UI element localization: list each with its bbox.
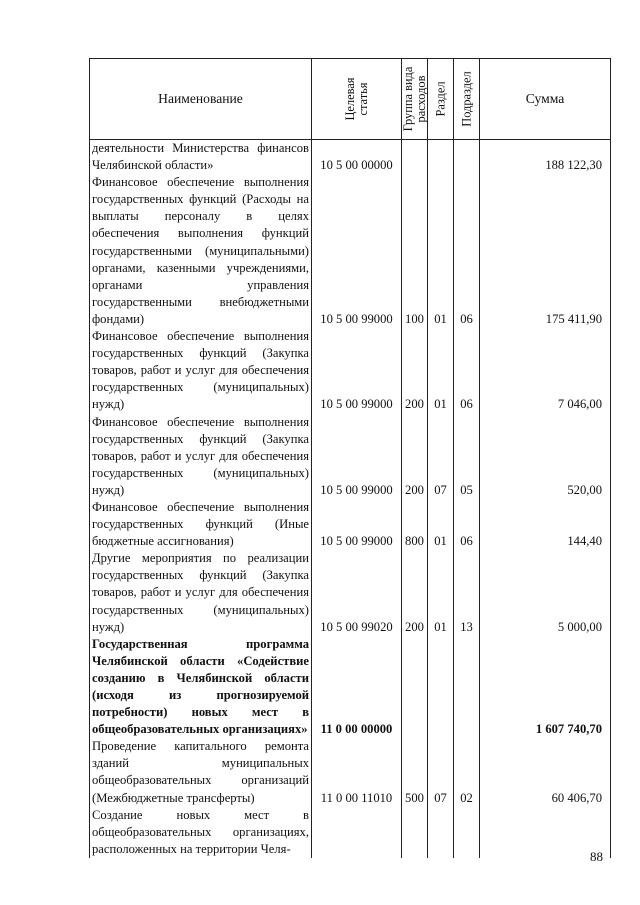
table-header-row <box>90 59 611 140</box>
row-section: 01 <box>428 174 454 328</box>
row-section <box>428 807 454 858</box>
row-section: 01 <box>428 499 454 550</box>
row-amount: 175 411,90 <box>480 174 611 328</box>
row-subsection: 06 <box>454 499 480 550</box>
row-subsection: 13 <box>454 550 480 635</box>
row-amount: 60 406,70 <box>480 738 611 806</box>
row-expense-group: 200 <box>402 550 428 635</box>
row-expense-group: 200 <box>402 328 428 413</box>
row-expense-group: 500 <box>402 738 428 806</box>
row-amount: 1 607 740,70 <box>480 636 611 739</box>
row-expense-group <box>402 636 428 739</box>
row-subsection: 06 <box>454 328 480 413</box>
row-name: Финансовое обеспечение выполнения государственных функций (Иные бюджетные ассигнования) <box>90 499 312 550</box>
row-name: деятельности Министерства финансов Челябинской области» <box>90 140 312 175</box>
row-section <box>428 636 454 739</box>
row-subsection: 02 <box>454 738 480 806</box>
row-expense-group <box>402 140 428 175</box>
table-row <box>90 140 611 175</box>
header-section: Раздел <box>428 59 454 140</box>
row-amount: 188 122,30 <box>480 140 611 175</box>
table-row <box>90 414 611 499</box>
header-target-article: Целевая статья <box>312 59 402 140</box>
row-target-article: 10 5 00 00000 <box>312 140 402 175</box>
row-section <box>428 140 454 175</box>
header-name: Наименование <box>90 59 312 140</box>
table-row <box>90 807 611 858</box>
row-section: 07 <box>428 414 454 499</box>
row-subsection <box>454 636 480 739</box>
row-section: 01 <box>428 328 454 413</box>
row-target-article: 10 5 00 99000 <box>312 328 402 413</box>
row-target-article <box>312 807 402 858</box>
row-subsection <box>454 140 480 175</box>
table-row <box>90 328 611 413</box>
table-row <box>90 174 611 328</box>
row-expense-group <box>402 807 428 858</box>
budget-table <box>89 58 611 858</box>
row-expense-group: 800 <box>402 499 428 550</box>
row-name: Создание новых мест в общеобразовательных организациях, расположенных на территории Челя- <box>90 807 312 858</box>
row-target-article: 10 5 00 99000 <box>312 414 402 499</box>
row-name: Государственная программа Челябинской области «Содействие созданию в Челябинской области (исходя из прогнозируемой потребности) новых мест в общеобразовательных организациях» <box>90 636 312 739</box>
row-target-article: 11 0 00 00000 <box>312 636 402 739</box>
row-expense-group: 200 <box>402 414 428 499</box>
row-section: 01 <box>428 550 454 635</box>
header-subsection: Подраздел <box>454 59 480 140</box>
table-row <box>90 738 611 806</box>
row-target-article: 11 0 00 11010 <box>312 738 402 806</box>
row-subsection: 06 <box>454 174 480 328</box>
row-amount: 144,40 <box>480 499 611 550</box>
row-amount: 5 000,00 <box>480 550 611 635</box>
row-section: 07 <box>428 738 454 806</box>
header-amount: Сумма <box>480 59 611 140</box>
row-name: Финансовое обеспечение выполнения государственных функций (Закупка товаров, работ и услуг для обеспечения государственных (муниципальных) нужд) <box>90 328 312 413</box>
table-row <box>90 550 611 635</box>
row-subsection: 05 <box>454 414 480 499</box>
row-amount: 7 046,00 <box>480 328 611 413</box>
table-row <box>90 499 611 550</box>
row-subsection <box>454 807 480 858</box>
page-number: 88 <box>590 849 603 864</box>
row-name: Финансовое обеспечение выполнения государственных функций (Закупка товаров, работ и услуг для обеспечения государственных (муниципальных) нужд) <box>90 414 312 499</box>
row-target-article: 10 5 00 99000 <box>312 174 402 328</box>
header-expense-group: Группа вида расходов <box>402 59 428 140</box>
row-name: Другие мероприятия по реализации государственных функций (Закупка товаров, работ и услуг для обеспечения государственных (муниципальных) нужд) <box>90 550 312 635</box>
table-row <box>90 636 611 739</box>
row-name: Проведение капитального ремонта зданий муниципальных общеобразовательных организаций (Межбюджетные трансферты) <box>90 738 312 806</box>
row-name: Финансовое обеспечение выполнения государственных функций (Расходы на выплаты персоналу в целях обеспечения выполнения функций государственными (муниципальными) органами, казенными учреждениями, органами управления государственными внебюджетными фондами) <box>90 174 312 328</box>
row-expense-group: 100 <box>402 174 428 328</box>
row-amount: 520,00 <box>480 414 611 499</box>
row-target-article: 10 5 00 99000 <box>312 499 402 550</box>
table-body <box>90 140 611 858</box>
row-target-article: 10 5 00 99020 <box>312 550 402 635</box>
